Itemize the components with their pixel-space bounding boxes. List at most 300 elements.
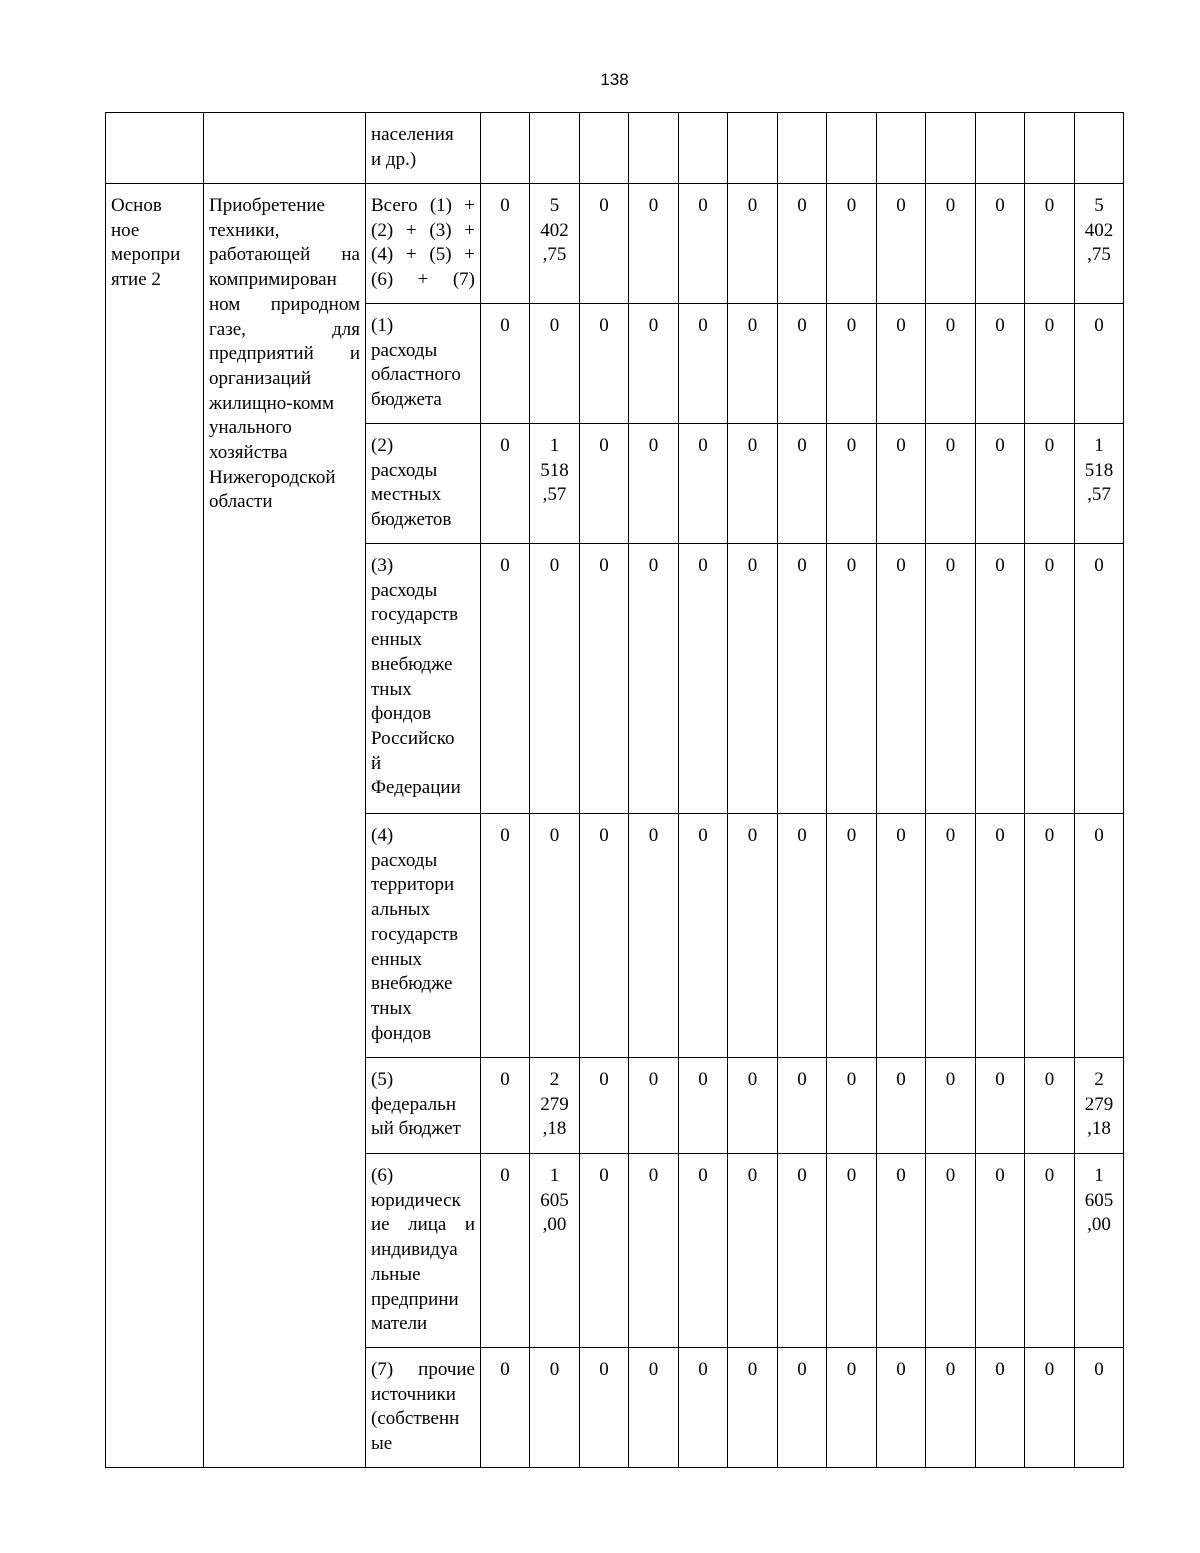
value-line: 0 — [500, 1069, 510, 1090]
value-line: 518 — [1084, 459, 1114, 481]
table-body — [106, 113, 1124, 1468]
value-line: 0 — [896, 195, 906, 216]
value-cell — [976, 1058, 1025, 1154]
value-line: 1 — [1094, 1165, 1104, 1186]
label-line: бюджетов — [371, 509, 452, 531]
page-number: 138 — [600, 70, 629, 89]
value-line: 0 — [500, 1359, 510, 1380]
label-line: предприни — [371, 1288, 459, 1310]
activity-name-line: организаций — [209, 367, 312, 389]
label-line: тных — [371, 997, 412, 1019]
value-cell — [976, 304, 1025, 424]
value-line: 0 — [896, 825, 906, 846]
value-line: 0 — [995, 195, 1005, 216]
value-cell — [629, 304, 679, 424]
value-line: 0 — [698, 555, 708, 576]
value-line: 0 — [797, 1165, 807, 1186]
value-cell — [1025, 814, 1075, 1058]
label-line: бюджета — [371, 389, 442, 411]
value-line: 0 — [846, 1359, 857, 1380]
value-cell — [976, 424, 1025, 544]
value-cell — [877, 424, 926, 544]
value-cell — [827, 184, 877, 304]
value-cell — [580, 544, 629, 814]
label-line: енных — [371, 948, 423, 970]
activity-name-line: Нижегородской — [209, 466, 336, 488]
value-cell — [679, 304, 728, 424]
value-line: 0 — [1094, 555, 1104, 576]
value-line: 0 — [599, 1359, 609, 1380]
table-row — [106, 184, 1124, 304]
value-line: 0 — [500, 555, 510, 576]
value-cell — [1025, 424, 1075, 544]
value-cell — [629, 184, 679, 304]
value-line: 0 — [698, 825, 708, 846]
value-line: 0 — [945, 315, 956, 336]
label-line: енных — [371, 629, 423, 651]
activity-code-line: ятие 2 — [111, 269, 161, 291]
value-line: 0 — [599, 555, 609, 576]
value-line: 0 — [747, 1165, 758, 1186]
value-line: ,57 — [542, 484, 567, 506]
value-cell — [530, 184, 580, 304]
value-line: 0 — [1044, 825, 1055, 846]
value-cell — [530, 814, 580, 1058]
continuation-source-label — [366, 113, 481, 184]
activity-name-line: хозяйства — [209, 442, 288, 464]
value-line: 0 — [599, 195, 609, 216]
value-line: 0 — [1044, 1069, 1055, 1090]
value-cell — [728, 544, 778, 814]
value-cell — [481, 424, 530, 544]
value-line: 0 — [1044, 1359, 1055, 1380]
value-line: ,00 — [1087, 1214, 1111, 1236]
value-cell — [580, 1154, 629, 1348]
label-line: федеральн — [371, 1093, 457, 1115]
value-line: ,00 — [542, 1214, 567, 1236]
value-cell — [926, 304, 976, 424]
funding-source-label — [366, 1058, 481, 1154]
label-line: областного — [371, 364, 461, 386]
funding-source-label — [366, 184, 481, 304]
value-line: 0 — [995, 555, 1005, 576]
value-line: 0 — [500, 195, 510, 216]
empty-cell — [926, 113, 976, 184]
value-cell — [481, 544, 530, 814]
value-cell — [778, 1154, 827, 1348]
label-line: матели — [371, 1313, 428, 1335]
value-cell — [481, 814, 530, 1058]
value-line: 0 — [945, 1165, 956, 1186]
value-line: 0 — [1044, 315, 1055, 336]
label-line: фондов — [371, 703, 432, 725]
value-cell — [976, 544, 1025, 814]
activity-name-line: жилищно-комм — [209, 392, 335, 414]
label-line: (4) + (5) + — [371, 244, 475, 266]
activity-name-line: унального — [209, 417, 292, 439]
value-line: 0 — [797, 825, 807, 846]
value-cell — [926, 814, 976, 1058]
value-line: 0 — [995, 1359, 1005, 1380]
value-line: 0 — [500, 315, 510, 336]
label-line: расходы — [371, 849, 438, 871]
funding-source-label — [366, 1154, 481, 1348]
value-line: 0 — [599, 1069, 609, 1090]
value-line: 0 — [500, 1165, 510, 1186]
value-line: 0 — [648, 195, 659, 216]
value-line: 1 — [1094, 435, 1104, 456]
value-line: 0 — [995, 315, 1005, 336]
value-line: 0 — [747, 195, 758, 216]
value-cell — [778, 424, 827, 544]
label-line: тных — [371, 678, 412, 700]
label-line: (7) прочие — [371, 1359, 475, 1380]
label-line: расходы — [371, 459, 438, 481]
activity-code-cell — [106, 184, 204, 1468]
label-line: й — [371, 752, 382, 774]
label-line: (5) — [371, 1069, 394, 1090]
value-cell — [1025, 544, 1075, 814]
value-line: 0 — [1094, 1359, 1104, 1380]
label-line: Всего (1) + — [371, 195, 475, 216]
funding-source-label — [366, 1348, 481, 1468]
empty-cell — [580, 113, 629, 184]
value-line: 0 — [599, 435, 609, 456]
label-line: фондов — [371, 1022, 432, 1044]
value-cell — [530, 1154, 580, 1348]
value-line: 0 — [648, 825, 659, 846]
value-cell — [877, 184, 926, 304]
value-cell — [728, 304, 778, 424]
label-line: территори — [371, 874, 455, 896]
value-cell — [1025, 304, 1075, 424]
value-line: 0 — [1044, 1165, 1055, 1186]
value-line: 0 — [945, 555, 956, 576]
label-line: внебюдже — [371, 653, 453, 675]
label-line: (4) — [371, 825, 394, 846]
value-line: 0 — [1044, 435, 1055, 456]
value-cell — [629, 1348, 679, 1468]
value-cell — [580, 1348, 629, 1468]
value-cell — [481, 1348, 530, 1468]
value-cell — [827, 1058, 877, 1154]
value-line: 0 — [896, 1359, 906, 1380]
value-line: 0 — [599, 315, 609, 336]
value-line: 279 — [1084, 1093, 1114, 1115]
value-cell — [877, 1154, 926, 1348]
value-line: 0 — [995, 1165, 1005, 1186]
value-line: 0 — [896, 1069, 906, 1090]
label-line: (1) — [371, 315, 394, 336]
value-line: 1 — [549, 1165, 560, 1186]
activity-name-line: предприятий и — [209, 343, 360, 365]
value-line: 0 — [747, 435, 758, 456]
label-line: государств — [371, 604, 459, 626]
activity-name-line: техники, — [209, 219, 280, 241]
value-cell — [1075, 544, 1124, 814]
label-line: внебюдже — [371, 973, 453, 995]
value-line: 0 — [846, 195, 857, 216]
value-line: 0 — [945, 195, 956, 216]
value-line: 1 — [549, 435, 560, 456]
empty-cell — [877, 113, 926, 184]
label-line: источники — [371, 1383, 456, 1405]
activity-code-line: меропри — [111, 244, 181, 266]
value-line: 0 — [995, 825, 1005, 846]
value-line: 2 — [1094, 1069, 1104, 1090]
activity-name-line: Приобретение — [209, 195, 325, 216]
empty-cell — [106, 113, 204, 184]
label-line: (6) + (7) — [371, 269, 475, 291]
value-cell — [926, 1058, 976, 1154]
value-line: 0 — [995, 435, 1005, 456]
continuation-row — [106, 113, 1124, 184]
value-cell — [728, 1154, 778, 1348]
value-line: 5 — [1094, 195, 1104, 216]
value-line: 0 — [797, 315, 807, 336]
funding-source-label — [366, 424, 481, 544]
value-cell — [481, 184, 530, 304]
value-cell — [778, 814, 827, 1058]
value-cell — [580, 184, 629, 304]
value-cell — [778, 544, 827, 814]
value-line: ,75 — [542, 244, 567, 266]
value-cell — [926, 1154, 976, 1348]
value-line: 0 — [797, 435, 807, 456]
value-cell — [827, 304, 877, 424]
empty-cell — [530, 113, 580, 184]
value-line: 0 — [698, 1359, 708, 1380]
value-cell — [728, 424, 778, 544]
value-cell — [1025, 1058, 1075, 1154]
value-cell — [877, 1058, 926, 1154]
label-line: альных — [371, 899, 431, 921]
value-cell — [580, 424, 629, 544]
value-cell — [728, 1058, 778, 1154]
value-line: 0 — [698, 1165, 708, 1186]
value-cell — [629, 544, 679, 814]
value-cell — [877, 1348, 926, 1468]
empty-cell — [481, 113, 530, 184]
value-line: 0 — [945, 1359, 956, 1380]
empty-cell — [976, 113, 1025, 184]
value-cell — [629, 424, 679, 544]
value-line: 0 — [896, 435, 906, 456]
value-cell — [877, 544, 926, 814]
value-cell — [778, 1348, 827, 1468]
value-line: ,18 — [1087, 1118, 1111, 1140]
value-cell — [679, 544, 728, 814]
value-cell — [976, 814, 1025, 1058]
activity-name-line: компримирован — [209, 269, 337, 291]
value-cell — [827, 544, 877, 814]
value-cell — [679, 1058, 728, 1154]
label-line: юридическ — [371, 1189, 461, 1211]
value-cell — [728, 814, 778, 1058]
label-line: (собственн — [371, 1408, 460, 1430]
value-cell — [877, 304, 926, 424]
value-cell — [1025, 1154, 1075, 1348]
value-cell — [629, 814, 679, 1058]
value-line: ,18 — [542, 1118, 567, 1140]
value-cell — [530, 424, 580, 544]
label-line: и др.) — [371, 148, 417, 170]
empty-cell — [728, 113, 778, 184]
activity-name-line: газе, для — [209, 318, 360, 340]
value-line: 0 — [500, 435, 510, 456]
value-line: 0 — [648, 315, 659, 336]
value-line: 0 — [698, 315, 708, 336]
value-line: 605 — [1084, 1189, 1114, 1211]
label-line: (2) + (3) + — [371, 219, 475, 241]
value-line: 0 — [549, 555, 560, 576]
value-line: 2 — [549, 1069, 560, 1090]
value-line: 0 — [549, 825, 560, 846]
value-cell — [1075, 814, 1124, 1058]
value-cell — [1075, 1348, 1124, 1468]
value-cell — [481, 304, 530, 424]
value-cell — [679, 1154, 728, 1348]
label-line: (2) — [371, 435, 394, 456]
value-line: 0 — [747, 1359, 758, 1380]
value-line: ,75 — [1087, 244, 1111, 266]
activity-name-cell — [204, 184, 366, 1468]
value-line: 0 — [846, 555, 857, 576]
value-line: 0 — [846, 1069, 857, 1090]
value-line: 0 — [648, 1165, 659, 1186]
value-cell — [481, 1154, 530, 1348]
value-cell — [629, 1154, 679, 1348]
value-cell — [976, 184, 1025, 304]
value-cell — [679, 184, 728, 304]
value-line: 0 — [846, 825, 857, 846]
activity-code-line: ное — [111, 219, 140, 241]
value-line: 0 — [846, 315, 857, 336]
label-line: государств — [371, 923, 459, 945]
value-cell — [530, 544, 580, 814]
funding-source-label — [366, 304, 481, 424]
label-line: Российско — [371, 727, 455, 749]
value-line: 402 — [1084, 219, 1114, 241]
value-line: 0 — [797, 1359, 807, 1380]
label-line: ие лица и — [371, 1214, 475, 1236]
empty-cell — [1025, 113, 1075, 184]
value-cell — [827, 1348, 877, 1468]
value-line: 0 — [797, 195, 807, 216]
empty-cell — [827, 113, 877, 184]
label-line: населения — [371, 124, 454, 145]
value-cell — [1025, 184, 1075, 304]
value-line: 0 — [797, 1069, 807, 1090]
value-line: 0 — [747, 555, 758, 576]
empty-cell — [778, 113, 827, 184]
value-line: 0 — [896, 555, 906, 576]
value-cell — [530, 1348, 580, 1468]
label-line: (3) — [371, 555, 394, 576]
funding-source-label — [366, 814, 481, 1058]
funding-source-label — [366, 544, 481, 814]
value-line: 0 — [599, 825, 609, 846]
activity-name-line: работающей на — [209, 244, 360, 266]
value-cell — [877, 814, 926, 1058]
label-line: льные — [371, 1263, 421, 1285]
value-cell — [1075, 304, 1124, 424]
value-line: 402 — [540, 219, 569, 241]
budget-table — [105, 112, 1124, 1468]
label-line: (6) — [371, 1165, 394, 1186]
empty-cell — [629, 113, 679, 184]
empty-cell — [204, 113, 366, 184]
value-line: 0 — [945, 1069, 956, 1090]
value-line: ,57 — [1087, 484, 1111, 506]
label-line: ый бюджет — [371, 1118, 461, 1140]
value-line: 0 — [698, 435, 708, 456]
value-cell — [926, 544, 976, 814]
value-cell — [629, 1058, 679, 1154]
value-line: 0 — [549, 1359, 560, 1380]
value-line: 0 — [1094, 315, 1104, 336]
value-line: 0 — [747, 825, 758, 846]
value-cell — [481, 1058, 530, 1154]
value-cell — [976, 1154, 1025, 1348]
value-line: 0 — [648, 435, 659, 456]
value-cell — [580, 814, 629, 1058]
value-cell — [1075, 424, 1124, 544]
value-line: 0 — [797, 555, 807, 576]
value-line: 0 — [698, 195, 708, 216]
value-cell — [1025, 1348, 1075, 1468]
activity-name-line: области — [209, 491, 273, 513]
value-cell — [778, 304, 827, 424]
value-line: 0 — [945, 825, 956, 846]
label-line: местных — [371, 484, 442, 506]
value-line: 0 — [896, 315, 906, 336]
value-cell — [580, 1058, 629, 1154]
value-line: 0 — [1094, 825, 1104, 846]
empty-cell — [1075, 113, 1124, 184]
value-cell — [679, 1348, 728, 1468]
label-line: Федерации — [371, 777, 461, 799]
value-line: 518 — [540, 459, 569, 481]
value-cell — [827, 424, 877, 544]
label-line: расходы — [371, 339, 438, 361]
value-line: 0 — [945, 435, 956, 456]
value-line: 0 — [549, 315, 560, 336]
value-cell — [580, 304, 629, 424]
activity-code-line: Основ — [111, 195, 162, 216]
value-cell — [679, 424, 728, 544]
value-cell — [926, 1348, 976, 1468]
value-cell — [1075, 184, 1124, 304]
label-line: индивидуа — [371, 1239, 458, 1261]
value-line: 0 — [747, 315, 758, 336]
value-cell — [530, 1058, 580, 1154]
value-cell — [976, 1348, 1025, 1468]
value-line: 279 — [540, 1093, 569, 1115]
value-cell — [778, 1058, 827, 1154]
value-cell — [926, 184, 976, 304]
value-line: 0 — [1044, 555, 1055, 576]
value-cell — [1075, 1154, 1124, 1348]
value-line: 0 — [995, 1069, 1005, 1090]
empty-cell — [679, 113, 728, 184]
value-line: 0 — [846, 435, 857, 456]
value-cell — [778, 184, 827, 304]
value-line: 0 — [599, 1165, 609, 1186]
label-line: расходы — [371, 579, 438, 601]
value-line: 0 — [500, 825, 510, 846]
value-line: 0 — [648, 1069, 659, 1090]
